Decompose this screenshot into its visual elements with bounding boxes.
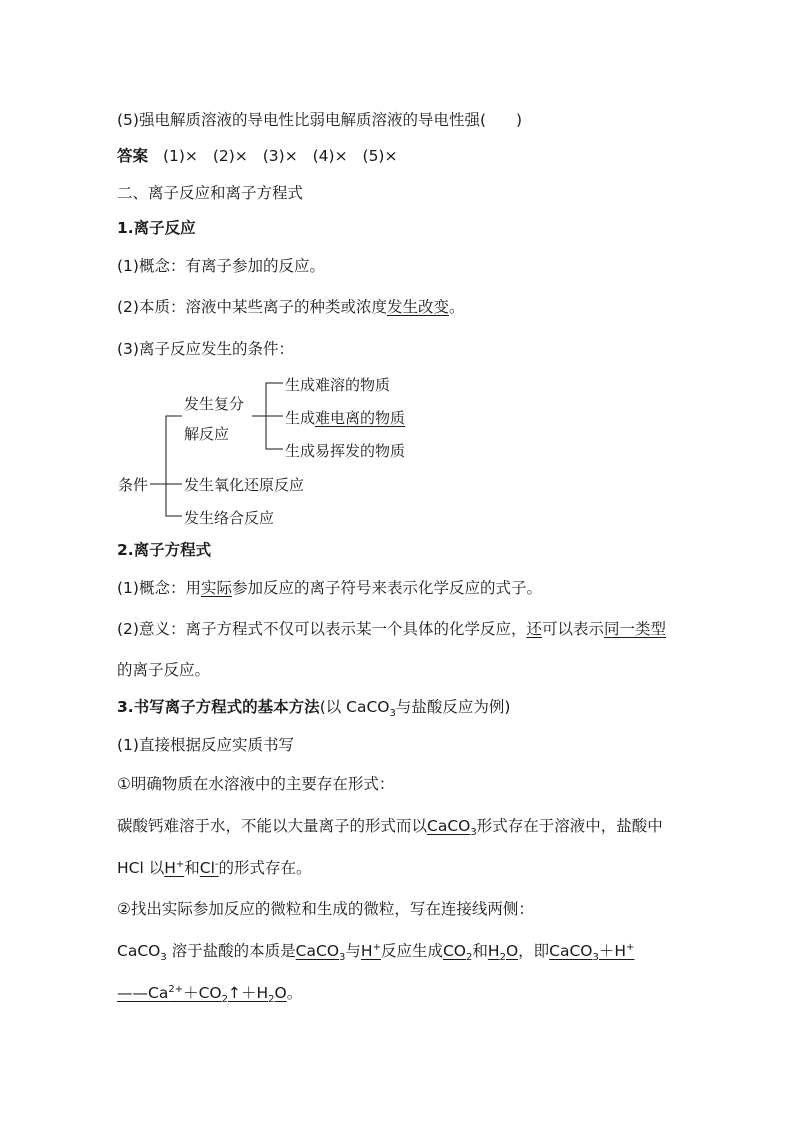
section-title: 二、离子反应和离子方程式 — [117, 184, 304, 202]
answer-item: (4)× — [312, 147, 348, 165]
tree-branch-1-line1: 发生复分 — [184, 395, 245, 413]
answer-item: (3)× — [262, 147, 298, 165]
answer-item: (1)× — [162, 147, 198, 165]
tree-branch-3: 发生络合反应 — [184, 509, 275, 527]
subsection-title: 1.离子反应 — [117, 219, 196, 237]
subsection-title: 2.离子方程式 — [117, 541, 212, 559]
subsection-title: 3.书写离子方程式的基本方法(以 CaCO$_3$与盐酸反应为例) — [117, 698, 511, 720]
meaning-line: (2)意义：离子方程式不仅可以表示某一个具体的化学反应，还可以表示同一类型 — [117, 620, 667, 638]
answer-item: (5)× — [362, 147, 398, 165]
step-line: ②找出实际参加反应的微粒和生成的微粒，写在连接线两侧： — [117, 900, 534, 918]
tree-leaf: 生成难溶的物质 — [285, 376, 391, 394]
essence-line: (2)本质：溶液中某些离子的种类或浓度发生改变。 — [117, 298, 465, 316]
tree-branch-2: 发生氧化还原反应 — [184, 476, 305, 494]
step-line: ①明确物质在水溶液中的主要存在形式： — [117, 775, 395, 793]
paragraph-line: CaCO$_3$ 溶于盐酸的本质是CaCO$_3$与H+反应生成$CO_2$和$H_2O$，即CaCO$_3$＋H+ — [117, 941, 635, 964]
concept-line: (1)概念：有离子参加的反应。 — [117, 257, 325, 275]
paragraph-line: 碳酸钙难溶于水，不能以大量离子的形式而以CaCO$_3$形式存在于溶液中，盐酸中 — [117, 817, 663, 839]
answer-label: 答案 — [117, 147, 149, 165]
tree-leaf: 生成易挥发的物质 — [285, 442, 406, 460]
equation-line: $——Ca^{2+}+CO_2↑+H_2O$。 — [117, 983, 303, 1006]
meaning-line-end: 的离子反应。 — [117, 661, 211, 679]
paragraph-line: HCl 以H+和Cl-的形式存在。 — [117, 858, 312, 877]
answer-item: (2)× — [212, 147, 248, 165]
tree-leaf: 生成难电离的物质 — [285, 409, 406, 427]
tree-root: 条件 — [118, 476, 149, 494]
concept-line: (1)概念：用实际参加反应的离子符号来表示化学反应的式子。 — [117, 579, 542, 597]
step-line: (1)直接根据反应实质书写 — [117, 736, 294, 754]
tree-branch-1-line2: 解反应 — [184, 425, 230, 443]
conditions-title: (3)离子反应发生的条件： — [117, 340, 294, 358]
question-5: (5)强电解质溶液的导电性比弱电解质溶液的导电性强( ) — [117, 111, 523, 129]
